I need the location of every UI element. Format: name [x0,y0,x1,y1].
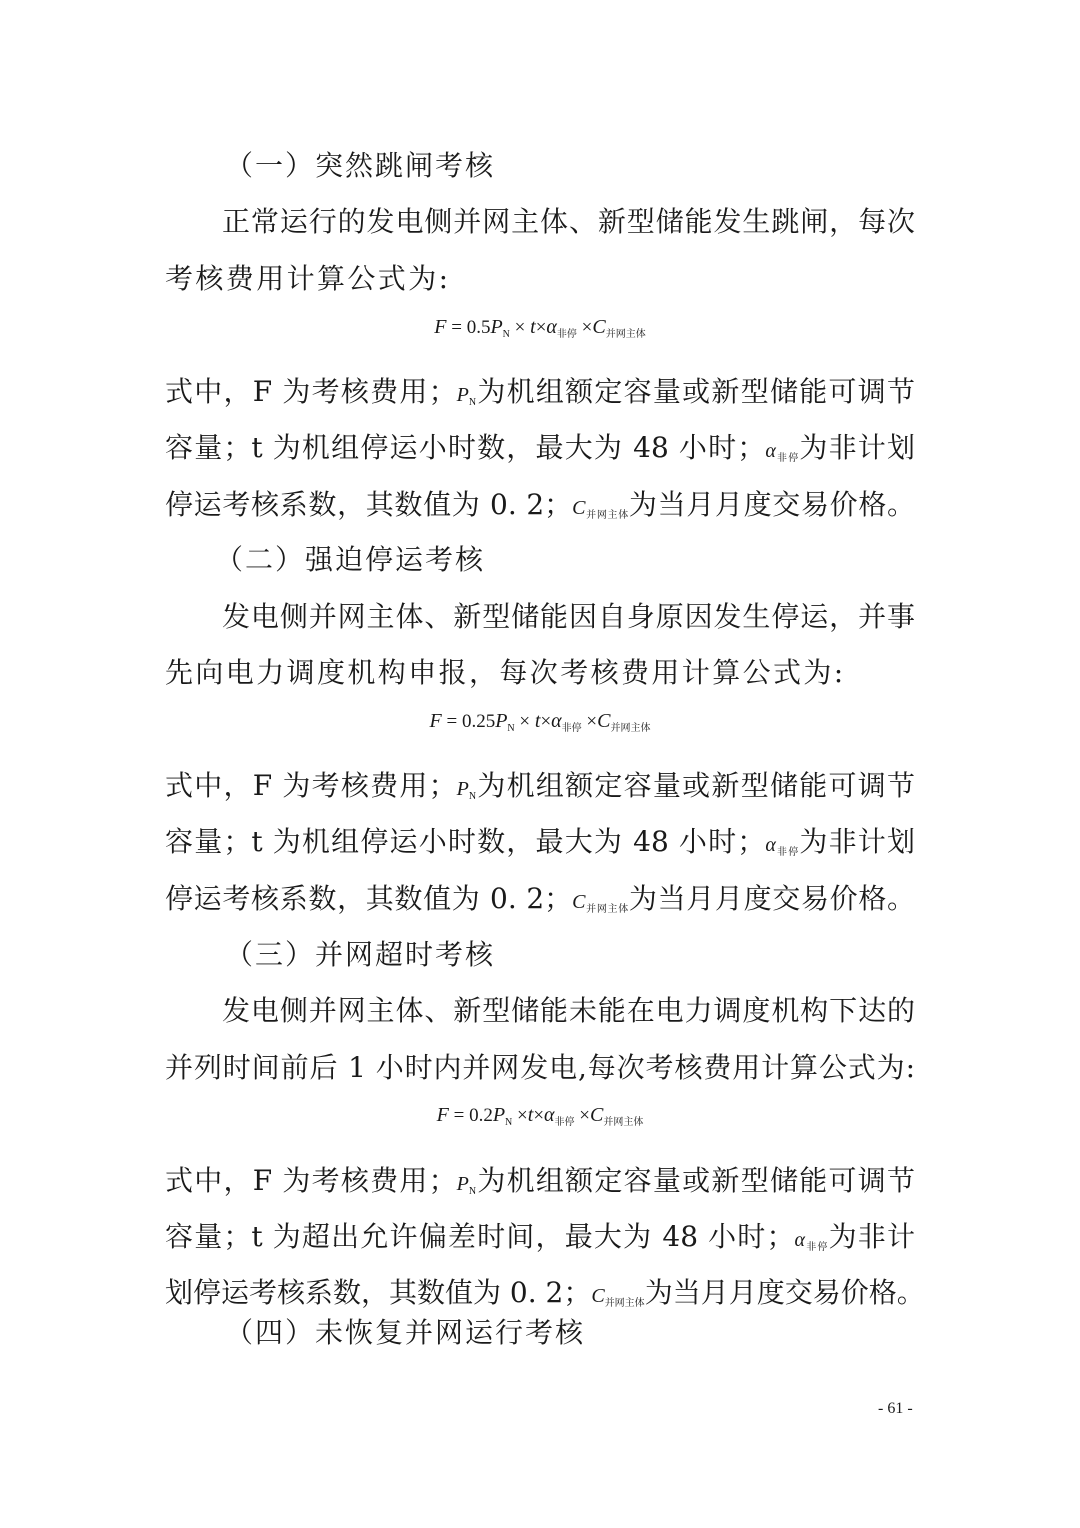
section-3-explanation-line-2: 容量；t 为超出允许偏差时间，最大为 48 小时；$\alpha_{非停}$为非计 [165,1220,915,1253]
section-2-formula: $F = 0.25P_N \times t\times\alpha_{非停} \times C_{并网主体}$ [429,710,651,734]
section-2-explanation-line-2: 容量；t 为机组停运小时数，最大为 48 小时；$\alpha_{非停}$为非计划 [165,825,915,858]
section-3-intro-line-2: 并列时间前后 1 小时内并网发电,每次考核费用计算公式为: [165,1051,915,1084]
section-2-intro-line-2: 先向电力调度机构申报，每次考核费用计算公式为: [165,656,846,689]
section-1-intro-line-1: 正常运行的发电侧并网主体、新型储能发生跳闸，每次 [222,205,915,238]
section-2-heading: （二）强迫停运考核 [215,543,486,576]
section-1-explanation-line-3: 停运考核系数，其数值为 0. 2；$C_{并网主体}$为当月月度交易价格。 [165,488,915,521]
section-2-explanation-line-1: 式中，F 为考核费用；$P_N$为机组额定容量或新型储能可调节 [165,769,915,802]
section-1-intro-line-2: 考核费用计算公式为: [165,262,451,295]
page-number: - 61 - [878,1400,913,1417]
formula-coefficient: 0.25 [461,711,496,732]
section-3-formula: $F = 0.2P_N \times t\times\alpha_{非停} \times C_{并网主体}$ [436,1104,644,1128]
section-2-explanation-line-3: 停运考核系数，其数值为 0. 2；$C_{并网主体}$为当月月度交易价格。 [165,882,915,915]
formula-coefficient: 0.5 [466,317,491,338]
section-1-heading: （一）突然跳闸考核 [225,149,496,182]
section-3-explanation-line-1: 式中，F 为考核费用；$P_N$为机组额定容量或新型储能可调节 [165,1164,915,1197]
section-1-explanation-line-2: 容量；t 为机组停运小时数，最大为 48 小时；$\alpha_{非停}$为非计划 [165,431,915,464]
section-1-formula: $F = 0.5P_N \times t\times\alpha_{非停} \times C_{并网主体}$ [434,316,646,340]
section-4-heading: （四）未恢复并网运行考核 [225,1316,586,1349]
section-3-intro-line-1: 发电侧并网主体、新型储能未能在电力调度机构下达的 [222,994,915,1027]
section-3-explanation-line-3: 划停运考核系数，其数值为 0. 2；$C_{并网主体}$为当月月度交易价格。 [165,1276,925,1309]
section-2-intro-line-1: 发电侧并网主体、新型储能因自身原因发生停运，并事 [222,600,915,633]
formula-coefficient: 0.2 [469,1105,493,1126]
section-3-heading: （三）并网超时考核 [225,938,496,971]
section-1-explanation-line-1: 式中，F 为考核费用；$P_N$为机组额定容量或新型储能可调节 [165,375,915,408]
